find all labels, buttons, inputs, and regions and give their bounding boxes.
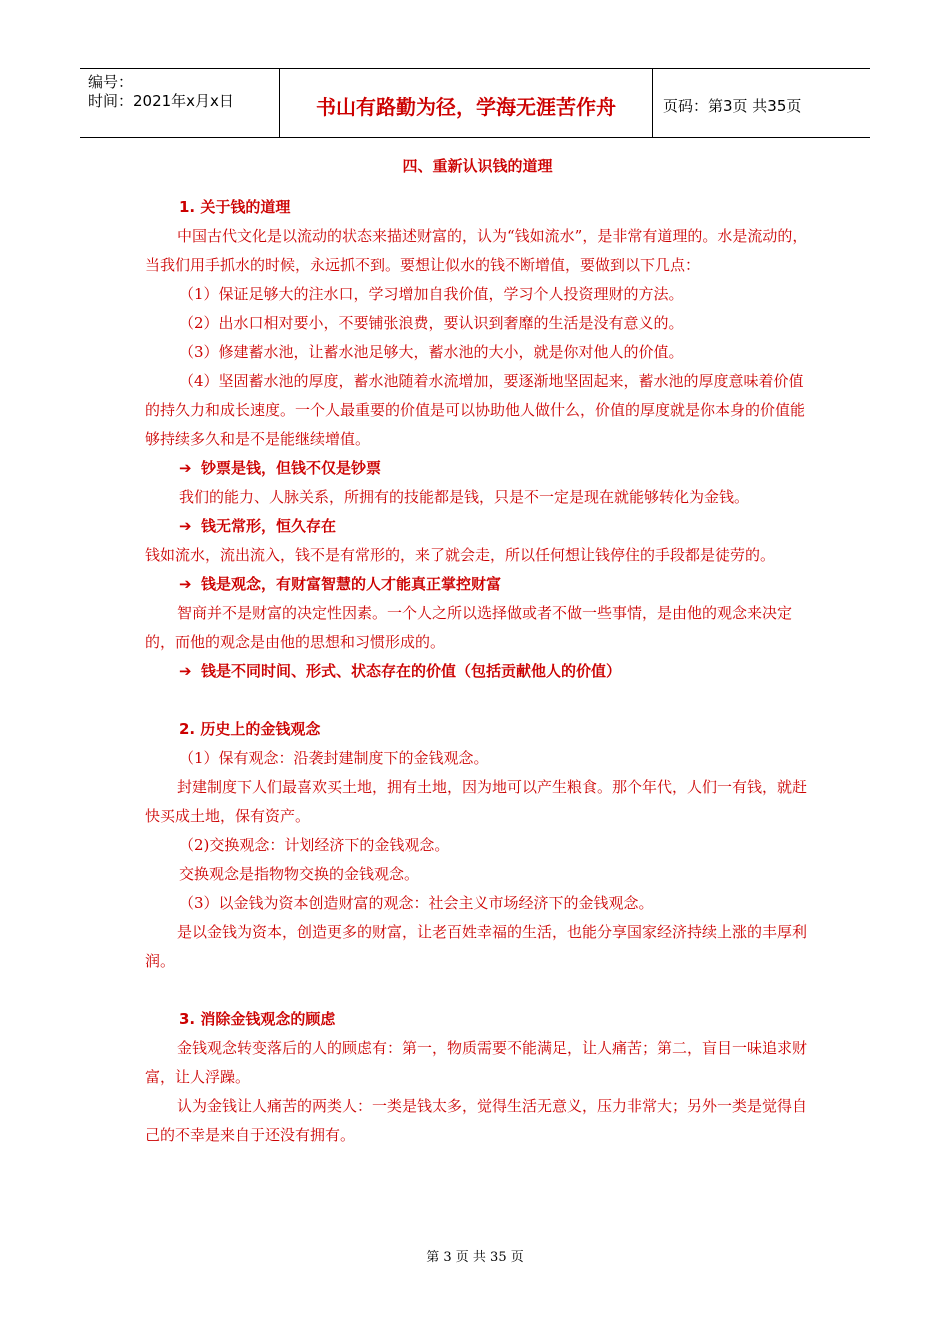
bullet-title: 钱是不同时间、形式、状态存在的价值（包括贡献他人的价值） bbox=[201, 662, 622, 680]
arrow-right-icon: ➔ bbox=[179, 662, 192, 680]
bullet-title: 钞票是钱，但钱不仅是钞票 bbox=[201, 459, 382, 477]
header-motto: 书山有路勤为径，学海无涯苦作舟 bbox=[280, 69, 653, 137]
document-body bbox=[145, 152, 810, 1150]
page-title: 四、重新认识钱的道理 bbox=[402, 157, 553, 175]
bullet-heading bbox=[145, 657, 810, 686]
section-2-heading: 2. 历史上的金钱观念 bbox=[179, 720, 321, 738]
bullet-text: 智商并不是财富的决定性因素。一个人之所以选择做或者不做一些事情，是由他的观念来决定的，而他的观念是由他的思想和习惯形成的。 bbox=[145, 604, 793, 651]
list-item: （1）保证足够大的注水口，学习增加自我价值，学习个人投资理财的方法。 bbox=[179, 285, 684, 303]
header-page-number: 页码：第3页 共35页 bbox=[663, 96, 802, 115]
list-item: （2）出水口相对要小，不要铺张浪费，要认识到奢靡的生活是没有意义的。 bbox=[179, 314, 684, 332]
list-item: （4）坚固蓄水池的厚度，蓄水池随着水流增加，要逐渐地坚固起来，蓄水池的厚度意味着价值的持久力和成长速度。一个人最重要的价值是可以协助他人做什么，价值的厚度就是你本身的价值能够持续多久和是不是能继续增值。 bbox=[145, 372, 806, 448]
paragraph: （3）以金钱为资本创造财富的观念：社会主义市场经济下的金钱观念。 bbox=[179, 894, 654, 912]
paragraph: 是以金钱为资本，创造更多的财富，让老百姓幸福的生活，也能分享国家经济持续上涨的丰厚利润。 bbox=[145, 923, 808, 970]
section-3-heading: 3. 消除金钱观念的顾虑 bbox=[179, 1010, 336, 1028]
document-number: 编号： bbox=[88, 73, 134, 91]
header-meta bbox=[80, 69, 280, 137]
spacer bbox=[145, 976, 810, 1005]
bullet-title: 钱是观念，有财富智慧的人才能真正掌控财富 bbox=[201, 575, 502, 593]
arrow-right-icon: ➔ bbox=[179, 517, 192, 535]
paragraph: 封建制度下人们最喜欢买土地，拥有土地，因为地可以产生粮食。那个年代，人们一有钱，就赶快买成土地，保有资产。 bbox=[145, 778, 808, 825]
spacer bbox=[145, 686, 810, 715]
paragraph: （2)交换观念：计划经济下的金钱观念。 bbox=[179, 836, 450, 854]
bullet-text: 我们的能力、人脉关系，所拥有的技能都是钱，只是不一定是现在就能够转化为金钱。 bbox=[179, 488, 750, 506]
paragraph: （1）保有观念：沿袭封建制度下的金钱观念。 bbox=[179, 749, 489, 767]
arrow-right-icon: ➔ bbox=[179, 459, 192, 477]
page-header bbox=[80, 68, 870, 138]
section-1-heading: 1. 关于钱的道理 bbox=[179, 198, 291, 216]
bullet-heading bbox=[145, 512, 810, 541]
paragraph: 金钱观念转变落后的人的顾虑有：第一，物质需要不能满足，让人痛苦；第二，盲目一味追求财富，让人浮躁。 bbox=[145, 1039, 808, 1086]
bullet-text: 钱如流水，流出流入，钱不是有常形的，来了就会走，所以任何想让钱停住的手段都是徒劳的。 bbox=[145, 546, 776, 564]
arrow-right-icon: ➔ bbox=[179, 575, 192, 593]
document-date: 时间：2021年x月x日 bbox=[88, 92, 234, 110]
paragraph: 认为金钱让人痛苦的两类人：一类是钱太多，觉得生活无意义，压力非常大；另外一类是觉得自己的不幸是来自于还没有拥有。 bbox=[145, 1097, 808, 1144]
section-1-intro: 中国古代文化是以流动的状态来描述财富的，认为“钱如流水”，是非常有道理的。水是流动的，当我们用手抓水的时候，永远抓不到。要想让似水的钱不断增值，要做到以下几点： bbox=[145, 227, 808, 274]
paragraph: 交换观念是指物物交换的金钱观念。 bbox=[179, 865, 420, 883]
bullet-title: 钱无常形，恒久存在 bbox=[201, 517, 337, 535]
page-footer: 第 3 页 共 35 页 bbox=[426, 1250, 524, 1265]
bullet-heading bbox=[145, 570, 810, 599]
list-item: （3）修建蓄水池，让蓄水池足够大，蓄水池的大小，就是你对他人的价值。 bbox=[179, 343, 684, 361]
bullet-heading bbox=[145, 454, 810, 483]
